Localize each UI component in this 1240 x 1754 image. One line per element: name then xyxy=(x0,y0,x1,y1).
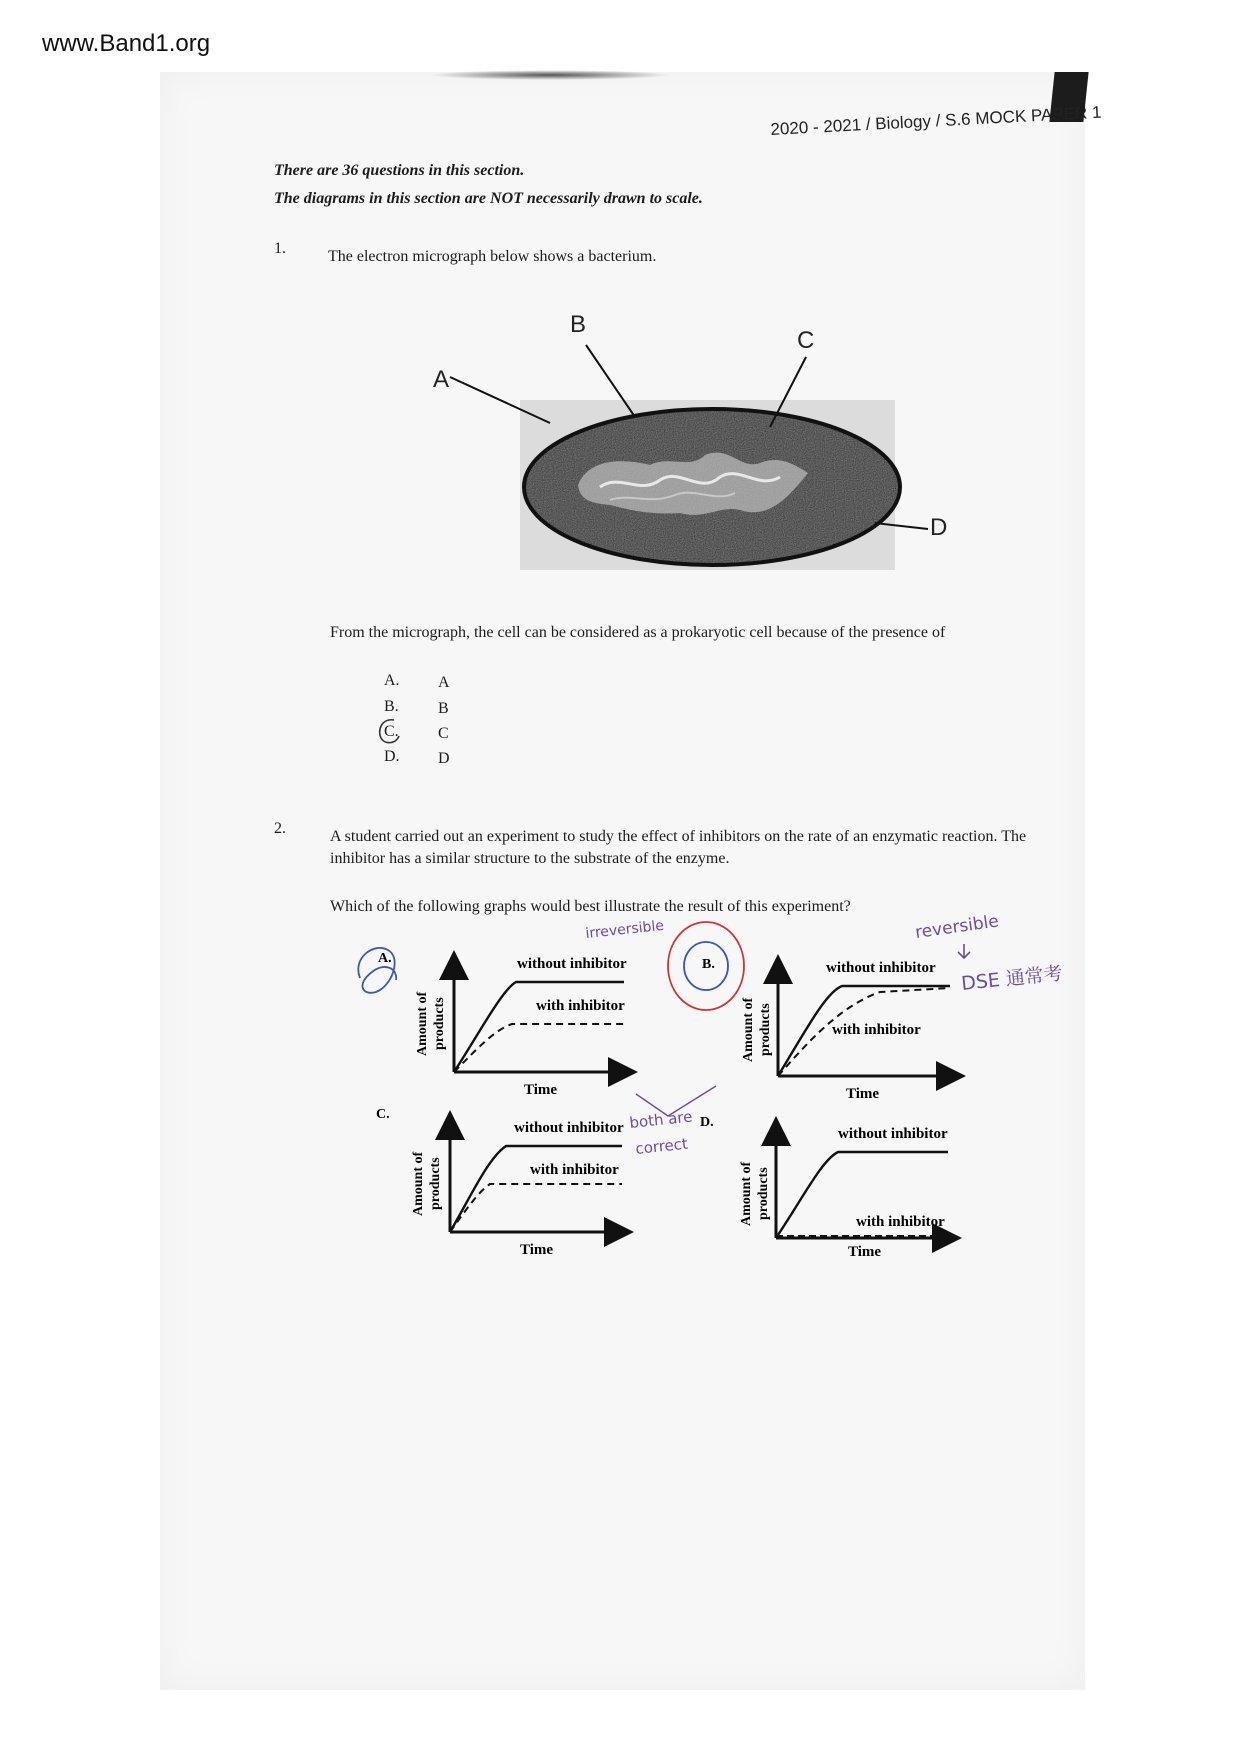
label-A: A xyxy=(433,366,450,393)
graph-d-ylabel-1: Amount of xyxy=(739,1161,754,1226)
graph-b-xlabel: Time xyxy=(846,1086,880,1102)
scan-shadow xyxy=(430,70,670,80)
graph-a-label-with: with inhibitor xyxy=(536,998,625,1014)
bacterium-micrograph xyxy=(433,305,970,575)
q1-number: 1. xyxy=(274,240,286,257)
q2-text-line-2: inhibitor has a similar structure to the substrate of the enzyme. xyxy=(330,850,730,867)
graph-a-label-without: without inhibitor xyxy=(517,956,627,972)
label-D: D xyxy=(930,514,948,541)
q2-text-line-1: A student carried out an experiment to study the effect of inhibitors on the rate of an enzymatic reaction. The xyxy=(330,828,1027,845)
label-B: B xyxy=(570,311,587,338)
graph-b-letter: B. xyxy=(702,957,715,972)
graph-d-letter: D. xyxy=(700,1115,714,1130)
graph-a-letter: A. xyxy=(378,951,392,966)
note-reversible: reversible xyxy=(913,911,1001,943)
graph-d-xlabel: Time xyxy=(848,1244,882,1260)
q1-option-c-letter: C. xyxy=(384,723,399,740)
q1-option-a-letter: A. xyxy=(384,672,400,689)
note-both-are: both are xyxy=(628,1107,694,1132)
graph-a-ylabel-2: products xyxy=(432,997,447,1050)
q1-option-c-value: C xyxy=(438,725,449,742)
label-C: C xyxy=(797,327,815,354)
graph-c-label-without: without inhibitor xyxy=(514,1120,624,1136)
q1-option-a-value: A xyxy=(438,674,450,691)
graph-d-label-with: with inhibitor xyxy=(856,1214,945,1230)
graph-b-ylabel-1: Amount of xyxy=(741,997,756,1062)
q1-text: The electron micrograph below shows a bacterium. xyxy=(328,248,657,265)
graph-b-label-with: with inhibitor xyxy=(832,1022,921,1038)
note-correct: correct xyxy=(634,1134,689,1158)
graph-c-xlabel: Time xyxy=(520,1242,554,1258)
q2-number: 2. xyxy=(274,820,286,837)
graph-d-label-without: without inhibitor xyxy=(838,1126,948,1142)
q1-option-d-value: D xyxy=(438,750,450,767)
q1-option-b-letter: B. xyxy=(384,698,399,715)
graph-d-ylabel-2: products xyxy=(756,1167,771,1220)
note-irreversible: irreversible xyxy=(584,917,665,942)
graph-c-ylabel-2: products xyxy=(428,1157,443,1210)
intro-line-1: There are 36 questions in this section. xyxy=(274,162,525,179)
graph-c-letter: C. xyxy=(376,1107,390,1122)
q1-stem: From the micrograph, the cell can be considered as a prokaryotic cell because of the presence of xyxy=(330,624,946,641)
note-dse: DSE 通常考 xyxy=(960,962,1064,995)
graph-c-ylabel-1: Amount of xyxy=(411,1151,426,1216)
q2-question: Which of the following graphs would best illustrate the result of this experiment? xyxy=(330,898,851,915)
answer-circle-mark xyxy=(374,716,404,748)
q1-option-d-letter: D. xyxy=(384,748,400,765)
paper-header-code: 2020 - 2021 / Biology / S.6 MOCK PAPER 1 xyxy=(770,102,1102,139)
q1-option-b-value: B xyxy=(438,700,449,717)
site-url[interactable]: www.Band1.org xyxy=(42,30,211,57)
graph-b-ylabel-2: products xyxy=(758,1003,773,1056)
graph-a-ylabel-1: Amount of xyxy=(415,991,430,1056)
graph-a-xlabel: Time xyxy=(524,1082,558,1098)
graph-c-label-with: with inhibitor xyxy=(530,1162,619,1178)
intro-line-2: The diagrams in this section are NOT necessarily drawn to scale. xyxy=(274,190,703,207)
graph-b-label-without: without inhibitor xyxy=(826,960,936,976)
